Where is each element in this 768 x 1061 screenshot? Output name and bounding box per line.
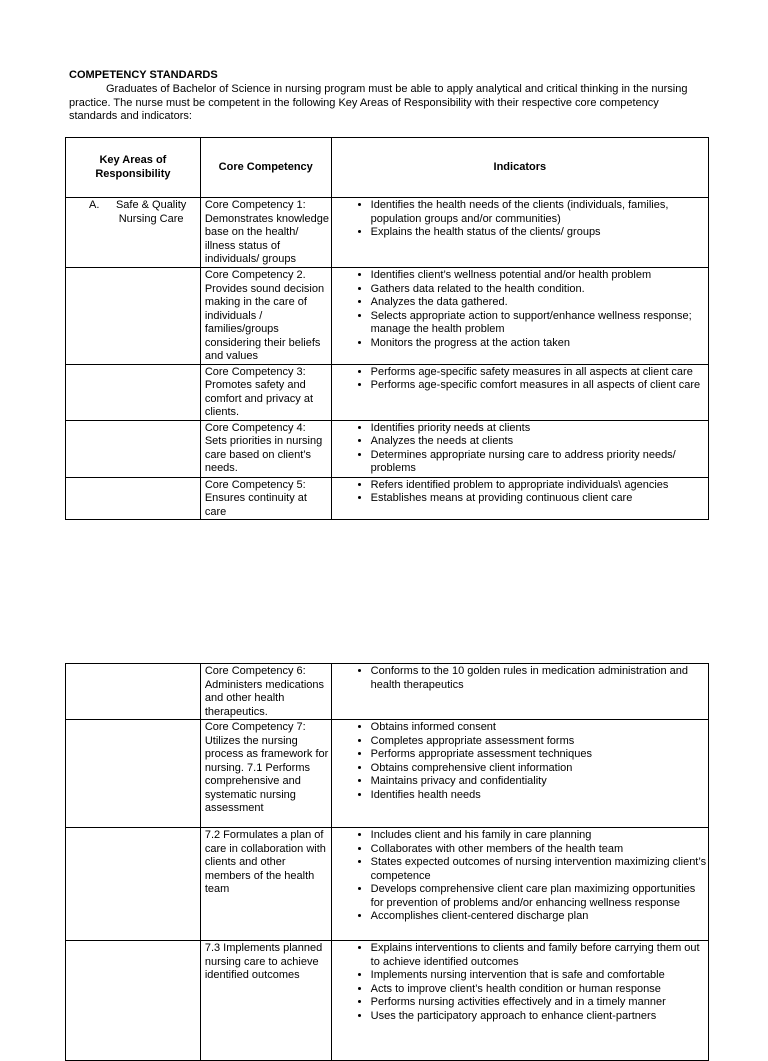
key-area — [70, 199, 200, 226]
indicator-item: • Performs nursing activities effectively and in a timely manner — [371, 996, 708, 1010]
core-competency-cell: Core Competency 2. Provides sound decision making in the care of individuals / families/groups considering their beliefs and values — [200, 268, 331, 365]
indicator-item: • Performs age-specific safety measures in all aspects at client care — [371, 366, 708, 380]
key-area-cell — [66, 420, 201, 477]
indicator-item: • Identifies client’s wellness potential and/or health problem — [371, 269, 708, 283]
core-competency-cell: Core Competency 4: Sets priorities in nursing care based on client’s needs. — [200, 420, 331, 477]
indicator-item: • Obtains informed consent — [371, 721, 708, 735]
indicator-list — [336, 366, 708, 393]
indicator-item: • Obtains comprehensive client information — [371, 762, 708, 776]
core-competency-cell: Core Competency 7: Utilizes the nursing process as framework for nursing. 7.1 Performs comprehensive and systematic nursing assessment — [200, 720, 331, 828]
indicators-cell — [331, 198, 708, 268]
header-indicators: Indicators — [331, 138, 708, 198]
indicator-item: • Develops comprehensive client care plan maximizing opportunities for prevention of problems and/or enhancing wellness response — [371, 883, 708, 910]
indicator-item: • Refers identified problem to appropriate individuals\ agencies — [371, 479, 708, 493]
key-area-cell — [66, 268, 201, 365]
indicator-list — [336, 829, 708, 924]
indicator-list — [336, 479, 708, 506]
core-competency-cell: Core Competency 3: Promotes safety and comfort and privacy at clients. — [200, 364, 331, 420]
competency-table-page-1 — [65, 137, 709, 520]
competency-table-page-2 — [65, 663, 709, 1061]
indicator-item: • Monitors the progress at the action taken — [371, 337, 708, 351]
indicator-item: • Explains the health status of the clients/ groups — [371, 226, 708, 240]
indicator-item: • Determines appropriate nursing care to address priority needs/ problems — [371, 449, 708, 476]
indicator-list — [336, 942, 708, 1023]
indicators-cell — [331, 268, 708, 365]
indicator-item: • Completes appropriate assessment forms — [371, 735, 708, 749]
indicator-item: • Accomplishes client-centered discharge plan — [371, 910, 708, 924]
key-area-cell — [66, 198, 201, 268]
table-row — [66, 268, 709, 365]
indicator-item: • Analyzes the data gathered. — [371, 296, 708, 310]
key-area-cell — [66, 828, 201, 941]
table-row — [66, 420, 709, 477]
indicators-cell — [331, 477, 708, 520]
key-area-cell — [66, 664, 201, 720]
indicator-item: • Conforms to the 10 golden rules in medication administration and health therapeutics — [371, 665, 708, 692]
table-row — [66, 720, 709, 828]
indicator-item: • Uses the participatory approach to enhance client-partners — [371, 1010, 708, 1024]
table-row — [66, 941, 709, 1061]
indicator-item: • Identifies health needs — [371, 789, 708, 803]
core-competency-cell: Core Competency 6: Administers medications and other health therapeutics. — [200, 664, 331, 720]
indicator-item: • Acts to improve client’s health condition or human response — [371, 983, 708, 997]
table-row — [66, 828, 709, 941]
indicators-cell — [331, 420, 708, 477]
core-competency-cell: Core Competency 5: Ensures continuity at care — [200, 477, 331, 520]
indicator-list — [336, 422, 708, 476]
key-area-cell — [66, 364, 201, 420]
table-row — [66, 198, 709, 268]
intro-paragraph: Graduates of Bachelor of Science in nursing program must be able to apply analytical and critical thinking in the nursing practice. The nurse must be competent in the following Key Areas of Responsibility with their respective core competency standards and indicators: — [69, 83, 688, 122]
key-area-cell — [66, 941, 201, 1061]
core-competency-cell: 7.3 Implements planned nursing care to achieve identified outcomes — [200, 941, 331, 1061]
indicator-item: • Gathers data related to the health condition. — [371, 283, 708, 297]
indicator-item: • Explains interventions to clients and family before carrying them out to achieve identified outcomes — [371, 942, 708, 969]
document-heading: COMPETENCY STANDARDS — [69, 69, 218, 81]
indicator-list — [336, 269, 708, 350]
key-area-label: Safe & Quality Nursing Care — [115, 199, 187, 225]
indicator-item: • Identifies priority needs at clients — [371, 422, 708, 436]
indicator-list — [336, 199, 708, 240]
key-area-cell — [66, 477, 201, 520]
indicators-cell — [331, 828, 708, 941]
header-key-areas: Key Areas of Responsibility — [66, 138, 201, 198]
indicators-cell — [331, 364, 708, 420]
indicators-cell — [331, 941, 708, 1061]
table-row — [66, 664, 709, 720]
key-area-cell — [66, 720, 201, 828]
table-header-row — [66, 138, 709, 198]
indicator-item: • Collaborates with other members of the health team — [371, 843, 708, 857]
indicators-cell — [331, 664, 708, 720]
key-area-letter: A. — [89, 199, 100, 211]
indicator-item: • Performs age-specific comfort measures in all aspects of client care — [371, 379, 708, 393]
header-core-competency: Core Competency — [200, 138, 331, 198]
table-row — [66, 364, 709, 420]
indicator-item: • Performs appropriate assessment techniques — [371, 748, 708, 762]
indicator-list — [336, 665, 708, 692]
indicator-item: • Selects appropriate action to support/enhance wellness response; manage the health problem — [371, 310, 708, 337]
core-competency-cell: 7.2 Formulates a plan of care in collaboration with clients and other members of the health team — [200, 828, 331, 941]
indicators-cell — [331, 720, 708, 828]
table-row — [66, 477, 709, 520]
indicator-item: • Maintains privacy and confidentiality — [371, 775, 708, 789]
indicator-item: • Identifies the health needs of the clients (individuals, families, population groups and/or communities) — [371, 199, 708, 226]
indicator-item: • Implements nursing intervention that is safe and comfortable — [371, 969, 708, 983]
indicator-item: • Analyzes the needs at clients — [371, 435, 708, 449]
indicator-list — [336, 721, 708, 802]
core-competency-cell: Core Competency 1: Demonstrates knowledge base on the health/ illness status of individuals/ groups — [200, 198, 331, 268]
indicator-item: • Includes client and his family in care planning — [371, 829, 708, 843]
indicator-item: • Establishes means at providing continuous client care — [371, 492, 708, 506]
indicator-item: • States expected outcomes of nursing intervention maximizing client’s competence — [371, 856, 708, 883]
